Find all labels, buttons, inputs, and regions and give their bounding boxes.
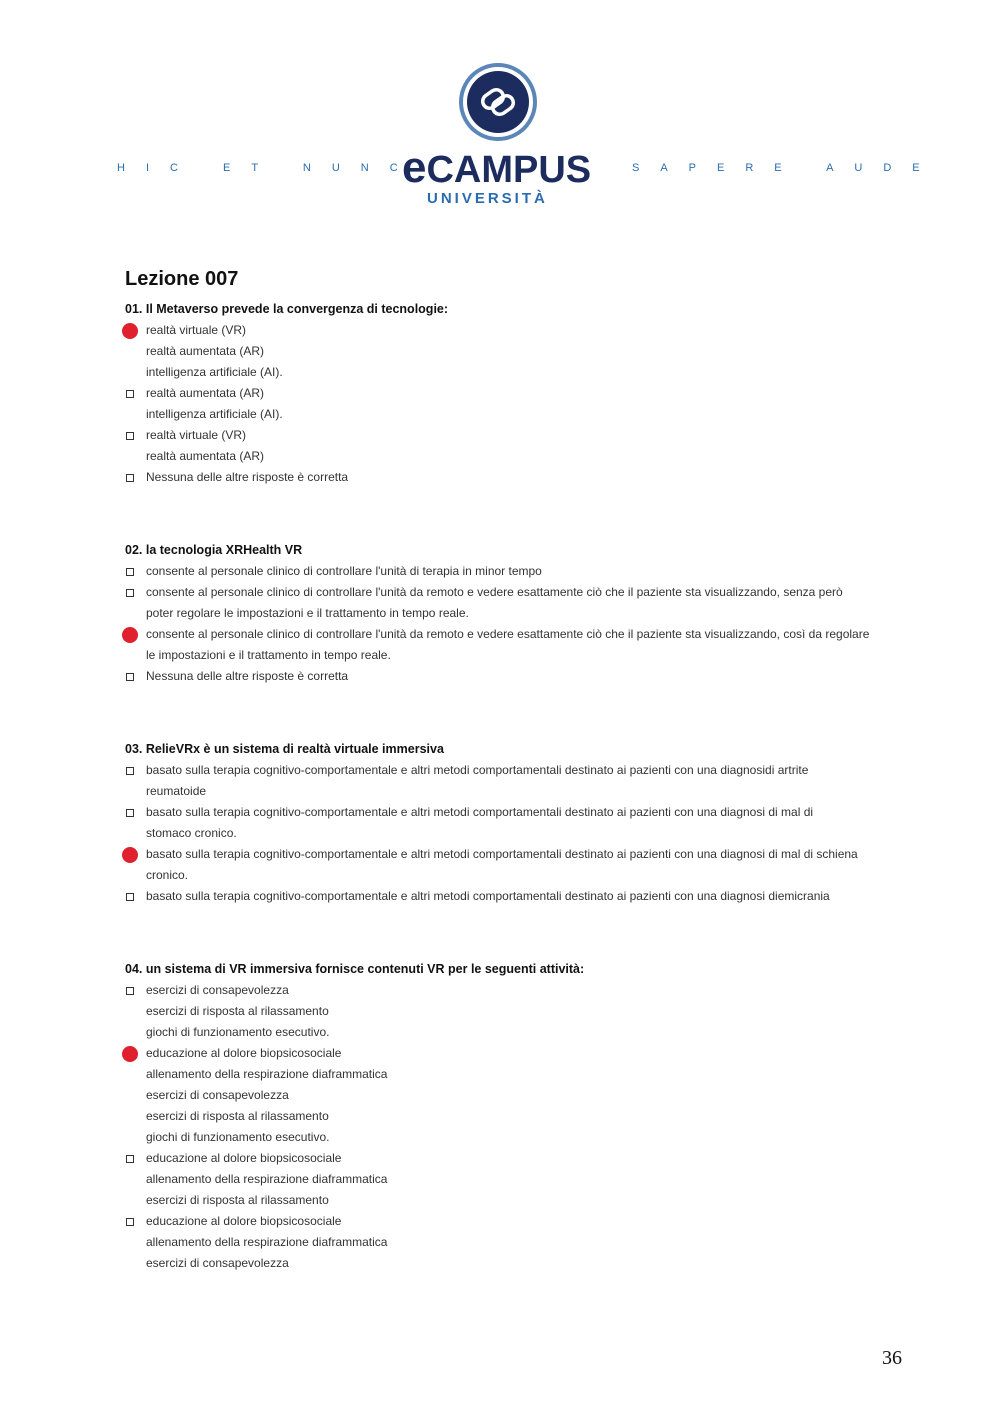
- answer-text-line: basato sulla terapia cognitivo-comportamentale e altri metodi comportamentali destinato ai pazienti con una diagnosi di mal di: [146, 805, 814, 819]
- question-title: 04. un sistema di VR immersiva fornisce contenuti VR per le seguenti attività:: [125, 962, 585, 976]
- answer-option[interactable]: [125, 980, 940, 1043]
- answer-text-line: esercizi di consapevolezza: [146, 1088, 289, 1102]
- answer-option[interactable]: [125, 320, 940, 383]
- question-block: [125, 299, 940, 488]
- answer-text-line: realtà virtuale (VR): [146, 323, 247, 337]
- checkbox-icon[interactable]: [126, 390, 134, 398]
- answer-text-line: basato sulla terapia cognitivo-comportamentale e altri metodi comportamentali destinato ai pazienti con una diagnosi diemicrania: [146, 889, 830, 903]
- checkbox-icon[interactable]: [126, 809, 134, 817]
- document-body: [125, 265, 940, 1326]
- checkbox-icon[interactable]: [126, 474, 134, 482]
- answer-text-line: giochi di funzionamento esecutivo.: [146, 1130, 330, 1144]
- checkbox-icon[interactable]: [126, 767, 134, 775]
- answer-text-line: educazione al dolore biopsicosociale: [146, 1214, 342, 1228]
- brand-wordmark: [402, 143, 591, 193]
- lesson-title: Lezione 007: [125, 268, 239, 290]
- answer-option[interactable]: [125, 425, 940, 467]
- question-title: 03. RelieVRx è un sistema di realtà virtuale immersiva: [125, 742, 444, 756]
- answer-option[interactable]: [125, 666, 940, 687]
- answer-text-line: realtà aumentata (AR): [146, 449, 265, 463]
- checkbox-icon[interactable]: [126, 673, 134, 681]
- question-block: [125, 540, 940, 687]
- checkbox-icon[interactable]: [126, 987, 134, 995]
- answer-text-line: le impostazioni e il trattamento in tempo reale.: [146, 648, 391, 662]
- question-title: 01. Il Metaverso prevede la convergenza di tecnologie:: [125, 302, 449, 316]
- answer-text-line: educazione al dolore biopsicosociale: [146, 1151, 342, 1165]
- answer-text-line: realtà aumentata (AR): [146, 344, 265, 358]
- answer-text-line: realtà aumentata (AR): [146, 386, 265, 400]
- answer-text-line: intelligenza artificiale (AI).: [146, 365, 283, 379]
- answer-text-line: esercizi di risposta al rilassamento: [146, 1004, 329, 1018]
- answer-text-line: cronico.: [146, 868, 189, 882]
- brand-name: CAMPUS: [426, 149, 592, 191]
- answer-text-line: basato sulla terapia cognitivo-comportamentale e altri metodi comportamentali destinato ai pazienti con una diagnosi di mal di schiena: [146, 847, 858, 861]
- answer-text-line: esercizi di risposta al rilassamento: [146, 1109, 329, 1123]
- answer-text-line: basato sulla terapia cognitivo-comportamentale e altri metodi comportamentali destinato ai pazienti con una diagnosidi artrite: [146, 763, 809, 777]
- answer-option[interactable]: [125, 561, 940, 582]
- question-block: [125, 959, 940, 1274]
- answer-option[interactable]: [125, 582, 940, 624]
- checkbox-icon[interactable]: [126, 1155, 134, 1163]
- answer-option[interactable]: [125, 624, 940, 666]
- answer-text-line: poter regolare le impostazioni e il trattamento in tempo reale.: [146, 606, 469, 620]
- answer-option[interactable]: [125, 1211, 940, 1274]
- motto-left: HIC ET NUNC: [117, 162, 419, 174]
- brand-subtitle: UNIVERSITÀ: [427, 190, 548, 207]
- answer-text-line: allenamento della respirazione diaframmatica: [146, 1235, 388, 1249]
- answer-text-line: esercizi di consapevolezza: [146, 983, 289, 997]
- answer-text-line: realtà virtuale (VR): [146, 428, 247, 442]
- selected-answer-marker-icon: [122, 627, 138, 643]
- selected-answer-marker-icon: [122, 847, 138, 863]
- answer-option[interactable]: [125, 1148, 940, 1211]
- question-title: 02. la tecnologia XRHealth VR: [125, 543, 303, 557]
- answer-text-line: educazione al dolore biopsicosociale: [146, 1046, 342, 1060]
- answer-text-line: consente al personale clinico di controllare l'unità da remoto e vedere esattamente ciò che il paziente sta visualizzando, così da regolare: [146, 627, 870, 641]
- motto-right: SAPERE AUDE: [632, 162, 941, 174]
- answer-text-line: giochi di funzionamento esecutivo.: [146, 1025, 330, 1039]
- university-seal-logo: [458, 62, 538, 142]
- answer-option[interactable]: [125, 886, 940, 907]
- answer-text-line: esercizi di risposta al rilassamento: [146, 1193, 329, 1207]
- checkbox-icon[interactable]: [126, 432, 134, 440]
- answer-text-line: allenamento della respirazione diaframmatica: [146, 1172, 388, 1186]
- answer-option[interactable]: [125, 802, 940, 844]
- answer-text-line: esercizi di consapevolezza: [146, 1256, 289, 1270]
- page-number: 36: [882, 1347, 902, 1369]
- answer-text-line: allenamento della respirazione diaframmatica: [146, 1067, 388, 1081]
- answer-text-line: stomaco cronico.: [146, 826, 237, 840]
- answer-text-line: Nessuna delle altre risposte è corretta: [146, 470, 349, 484]
- answer-option[interactable]: [125, 383, 940, 425]
- brand-e-mark: e: [402, 143, 427, 192]
- selected-answer-marker-icon: [122, 323, 138, 339]
- selected-answer-marker-icon: [122, 1046, 138, 1062]
- answer-text-line: intelligenza artificiale (AI).: [146, 407, 283, 421]
- checkbox-icon[interactable]: [126, 568, 134, 576]
- checkbox-icon[interactable]: [126, 1218, 134, 1226]
- answer-text-line: consente al personale clinico di controllare l'unità da remoto e vedere esattamente ciò che il paziente sta visualizzando, senza però: [146, 585, 843, 599]
- checkbox-icon[interactable]: [126, 893, 134, 901]
- answer-option[interactable]: [125, 844, 940, 886]
- answer-option[interactable]: [125, 760, 940, 802]
- question-list: [125, 299, 940, 1274]
- question-block: [125, 739, 940, 907]
- page-header: [0, 0, 1000, 230]
- answer-option[interactable]: [125, 1043, 940, 1148]
- answer-text-line: consente al personale clinico di controllare l'unità di terapia in minor tempo: [146, 564, 542, 578]
- answer-text-line: reumatoide: [146, 784, 207, 798]
- checkbox-icon[interactable]: [126, 589, 134, 597]
- answer-text-line: Nessuna delle altre risposte è corretta: [146, 669, 349, 683]
- answer-option[interactable]: [125, 467, 940, 488]
